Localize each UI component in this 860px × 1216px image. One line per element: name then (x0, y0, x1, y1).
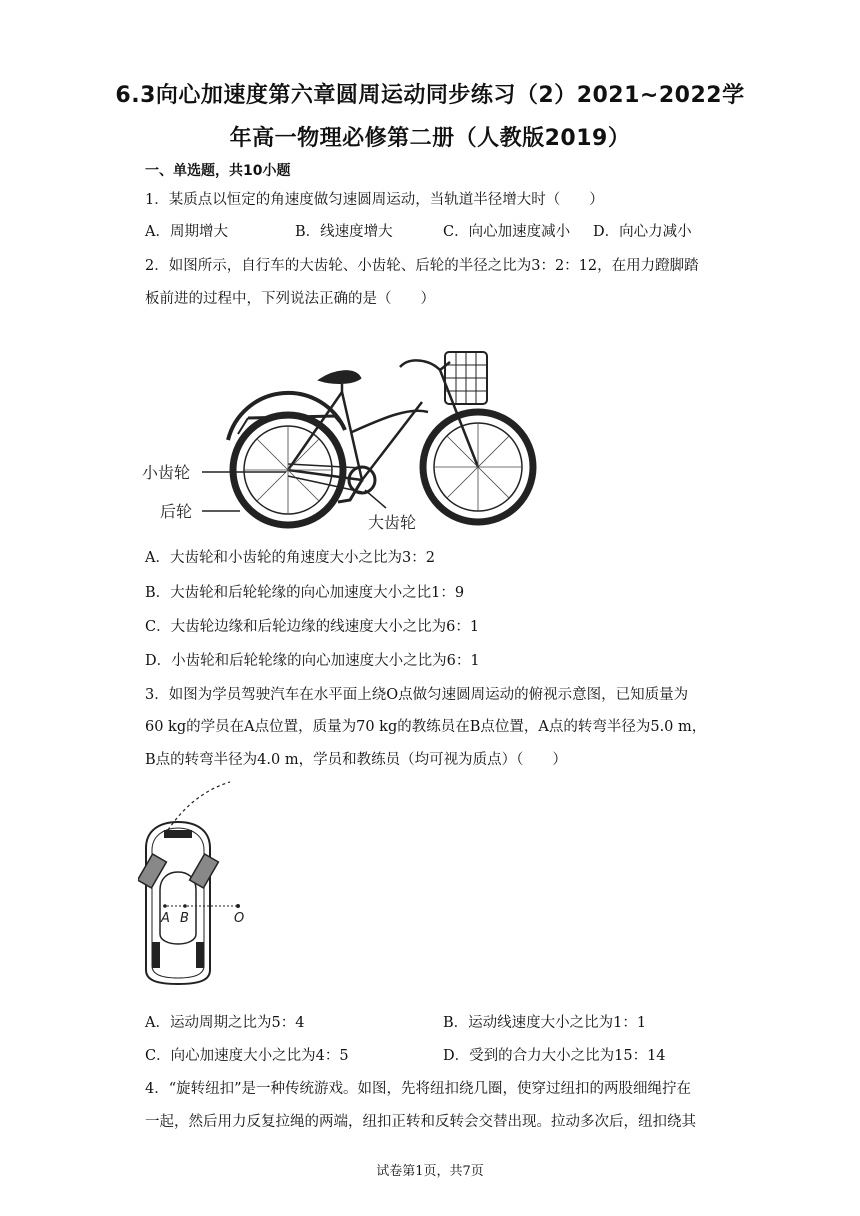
page-footer: 试卷第1页，共7页 (376, 1164, 484, 1179)
q2-option-d: D．小齿轮和后轮轮缘的向心加速度大小之比为6：1 (145, 653, 480, 669)
q1-option-c: C．向心加速度减小 (443, 224, 571, 240)
section-heading: 一、单选题，共10小题 (145, 163, 291, 179)
q1-option-d: D．向心力减小 (593, 224, 692, 240)
q2-option-c: C．大齿轮边缘和后轮边缘的线速度大小之比为6：1 (145, 619, 480, 635)
label-a: A (161, 911, 170, 926)
label-big-gear: 大齿轮 (368, 513, 417, 532)
q1-option-b: B．线速度增大 (295, 224, 393, 240)
q3-option-d: D．受到的合力大小之比为15：14 (443, 1048, 666, 1064)
q3-option-a: A．运动周期之比为5：4 (145, 1015, 305, 1031)
label-b: B (180, 911, 189, 926)
car-figure (138, 778, 268, 993)
q3-option-c: C．向心加速度大小之比为4：5 (145, 1048, 349, 1064)
q3-stem-line-2: 60 kg的学员在A点位置，质量为70 kg的教练员在B点位置，A点的转弯半径为5.0 m， (145, 719, 707, 735)
title-line-1: 6.3向心加速度第六章圆周运动同步练习（2）2021~2022学 (115, 83, 745, 108)
q4-stem-line-2: 一起，然后用力反复拉绳的两端，纽扣正转和反转会交替出现。拉动多次后，纽扣绕其 (145, 1114, 696, 1130)
q2-option-a: A．大齿轮和小齿轮的角速度大小之比为3：2 (145, 550, 435, 566)
q1-option-a: A．周期增大 (145, 224, 228, 240)
q2-stem-line-1: 2．如图所示，自行车的大齿轮、小齿轮、后轮的半径之比为3：2：12，在用力蹬脚踏 (145, 258, 699, 274)
q3-option-b: B．运动线速度大小之比为1：1 (443, 1015, 647, 1031)
label-o: O (234, 911, 245, 926)
q1-stem: 1．某质点以恒定的角速度做匀速圆周运动，当轨道半径增大时（ ） (145, 192, 604, 208)
title-line-2: 年高一物理必修第二册（人教版2019） (229, 126, 631, 151)
q4-stem-line-1: 4．“旋转纽扣”是一种传统游戏。如图，先将纽扣绕几圈，使穿过纽扣的两股细绳拧在 (145, 1081, 692, 1097)
bicycle-figure (140, 322, 540, 537)
q3-stem-line-3: B点的转弯半径为4.0 m，学员和教练员（均可视为质点）（ ） (145, 752, 567, 768)
q2-option-b: B．大齿轮和后轮轮缘的向心加速度大小之比1：9 (145, 585, 465, 601)
label-rear-wheel: 后轮 (160, 502, 193, 521)
q3-stem-line-1: 3．如图为学员驾驶汽车在水平面上绕O点做匀速圆周运动的俯视示意图，已知质量为 (145, 687, 689, 703)
q2-stem-line-2: 板前进的过程中，下列说法正确的是（ ） (145, 291, 435, 307)
label-small-gear: 小齿轮 (142, 463, 191, 482)
